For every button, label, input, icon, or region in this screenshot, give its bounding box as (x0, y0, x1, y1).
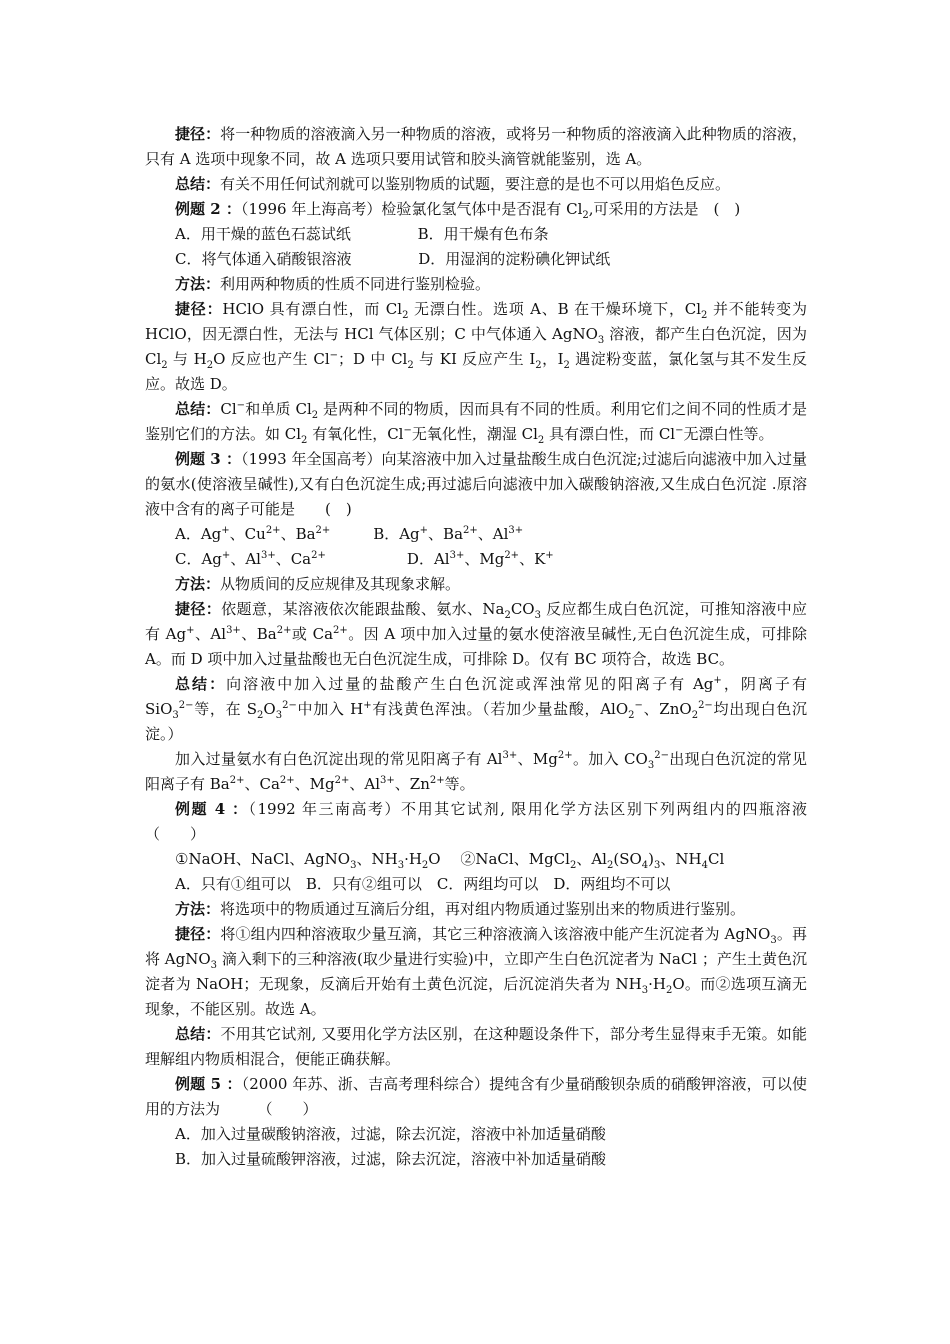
option-line: B．加入过量硫酸钾溶液，过滤，除去沉淀，溶液中补加适量硝酸 (175, 1150, 607, 1168)
paragraph: 捷径：HClO 具有漂白性，而 $Cl_2$ 无漂白性。选项 A、B 在干燥环境下，$Cl_2$ 并不能转变为 HClO，因无漂白性，无法与 HCl 气体区别；C 中气体通入 AgNO$_3$ 溶液，都产生白色沉淀，因为 $Cl_2$ 与 $H_2O$ 反应也产生 Cl−；D 中 $Cl_2$ 与 KI 反应产生 $I_2$，$I_2$ 遇淀粉变蓝，氯化氢与其不发生反应。故选 D。 (145, 300, 808, 393)
paragraph: 总结：Cl−和单质 $Cl_2$ 是两种不同的物质，因而具有不同的性质。利用它们之间不同的性质才是鉴别它们的方法。如 $Cl_2$ 有氧化性，Cl−无氧化性，潮湿 $Cl_2$ 具有漂白性，而 Cl−无漂白性等。 (145, 400, 807, 446)
paragraph: 总结：有关不用任何试剂就可以鉴别物质的试题，要注意的是也不可以用焰色反应。 (175, 175, 731, 193)
paragraph: 捷径：将一种物质的溶液滴入另一种物质的溶液，或将另一种物质的溶液滴入此种物质的溶液，只有 A 选项中现象不同，故 A 选项只要用试管和胶头滴管就能鉴别，选 A。 (145, 125, 807, 168)
paragraph: 总结：不用其它试剂, 又要用化学方法区别，在这种题设条件下，部分考生显得束手无策。如能理解组内物质相混合，便能正确获解。 (145, 1025, 807, 1068)
option-line: C．Ag+、$Al^{3+}$、$Ca^{2+}$ D．$Al^{3+}$、$Mg^{2+}$、K+ (175, 550, 554, 568)
option-line: ①NaOH、NaCl、AgNO$_3$、$NH_3\cdot H_2O$ ②NaCl、MgCl$_2$、$Al_2(SO_4)_3$、$NH_4Cl$ (175, 850, 725, 871)
paragraph: 方法：利用两种物质的性质不同进行鉴别检验。 (175, 275, 491, 293)
paragraph: 例题 3 ：（1993 年全国高考）向某溶液中加入过量盐酸生成白色沉淀;过滤后向滤液中加入过量的氨水(使溶液呈碱性),又有白色沉淀生成;再过滤后向滤液中加入碳酸钠溶液,又生成白色沉淀 .原溶液中含有的离子可能是 ( ) (145, 450, 808, 518)
document-body (145, 122, 823, 1172)
paragraph: 方法：将选项中的物质通过互滴后分组，再对组内物质通过鉴别出来的物质进行鉴别。 (175, 900, 746, 918)
paragraph: 例题 5 ：（2000 年苏、浙、吉高考理科综合）提纯含有少量硝酸钡杂质的硝酸钾溶液，可以使用的方法为 （ ） (145, 1075, 807, 1118)
option-line: A．只有①组可以 B．只有②组可以 C．两组均可以 D．两组均不可以 (175, 875, 671, 893)
paragraph: 捷径：将①组内四种溶液取少量互滴，其它三种溶液滴入该溶液中能产生沉淀者为 AgNO$_3$。再将 AgNO$_3$ 滴入剩下的三种溶液(取少量进行实验)中，立即产生白色沉淀者为 NaCl ；产生土黄色沉淀者为 NaOH；无现象，反滴后开始有土黄色沉淀，后沉淀消失者为 $NH_3\cdot H_2O$。而②选项互滴无现象，不能区别。故选 A。 (145, 925, 807, 1018)
option-line: A．加入过量碳酸钠溶液，过滤，除去沉淀，溶液中补加适量硝酸 (175, 1125, 606, 1143)
paragraph: 捷径：依题意，某溶液依次能跟盐酸、氨水、$Na_2CO_3$ 反应都生成白色沉淀，可推知溶液中应有 Ag+、$Al^{3+}$、$Ba^{2+}$或 $Ca^{2+}$。因 A 项中加入过量的氨水使溶液呈碱性,无白色沉淀生成，可排除 A。而 D 项中加入过量盐酸也无白色沉淀生成，可排除 D。仅有 BC 项符合，故选 BC。 (145, 600, 808, 668)
paragraph: 加入过量氨水有白色沉淀出现的常见阳离子有 $Al^{3+}$、$Mg^{2+}$。加入 $CO_3^{2-}$出现白色沉淀的常见阳离子有 $Ba^{2+}$、$Ca^{2+}$、$Mg^{2+}$、$Al^{3+}$、$Zn^{2+}$等。 (145, 750, 807, 793)
option-line: A．Ag+、$Cu^{2+}$、$Ba^{2+}$ B．Ag+、$Ba^{2+}$、$Al^{3+}$ (175, 525, 524, 543)
paragraph: 总结：向溶液中加入过量的盐酸产生白色沉淀或浑浊常见的阳离子有 Ag+，阴离子有 SiO$_3^{2-}$等，在 $S_2O_3^{2-}$中加入 H+有浅黄色浑浊。（若加少量盐酸，AlO$_2$−、ZnO$_2^{2-}$均出现白色沉淀。） (145, 675, 807, 743)
paragraph: 例题 2 ：（1996 年上海高考）检验氯化氢气体中是否混有 $Cl_2$,可采用的方法是 ( ) (175, 200, 741, 221)
option-line: A．用干燥的蓝色石蕊试纸 B．用干燥有色布条 (175, 225, 549, 243)
paragraph: 方法：从物质间的反应规律及其现象求解。 (175, 575, 461, 593)
option-line: C．将气体通入硝酸银溶液 D．用湿润的淀粉碘化钾试纸 (175, 250, 611, 268)
paragraph: 例题 4 ：（1992 年三南高考）不用其它试剂, 限用化学方法区别下列两组内的四瓶溶液 （ ） (145, 800, 823, 843)
